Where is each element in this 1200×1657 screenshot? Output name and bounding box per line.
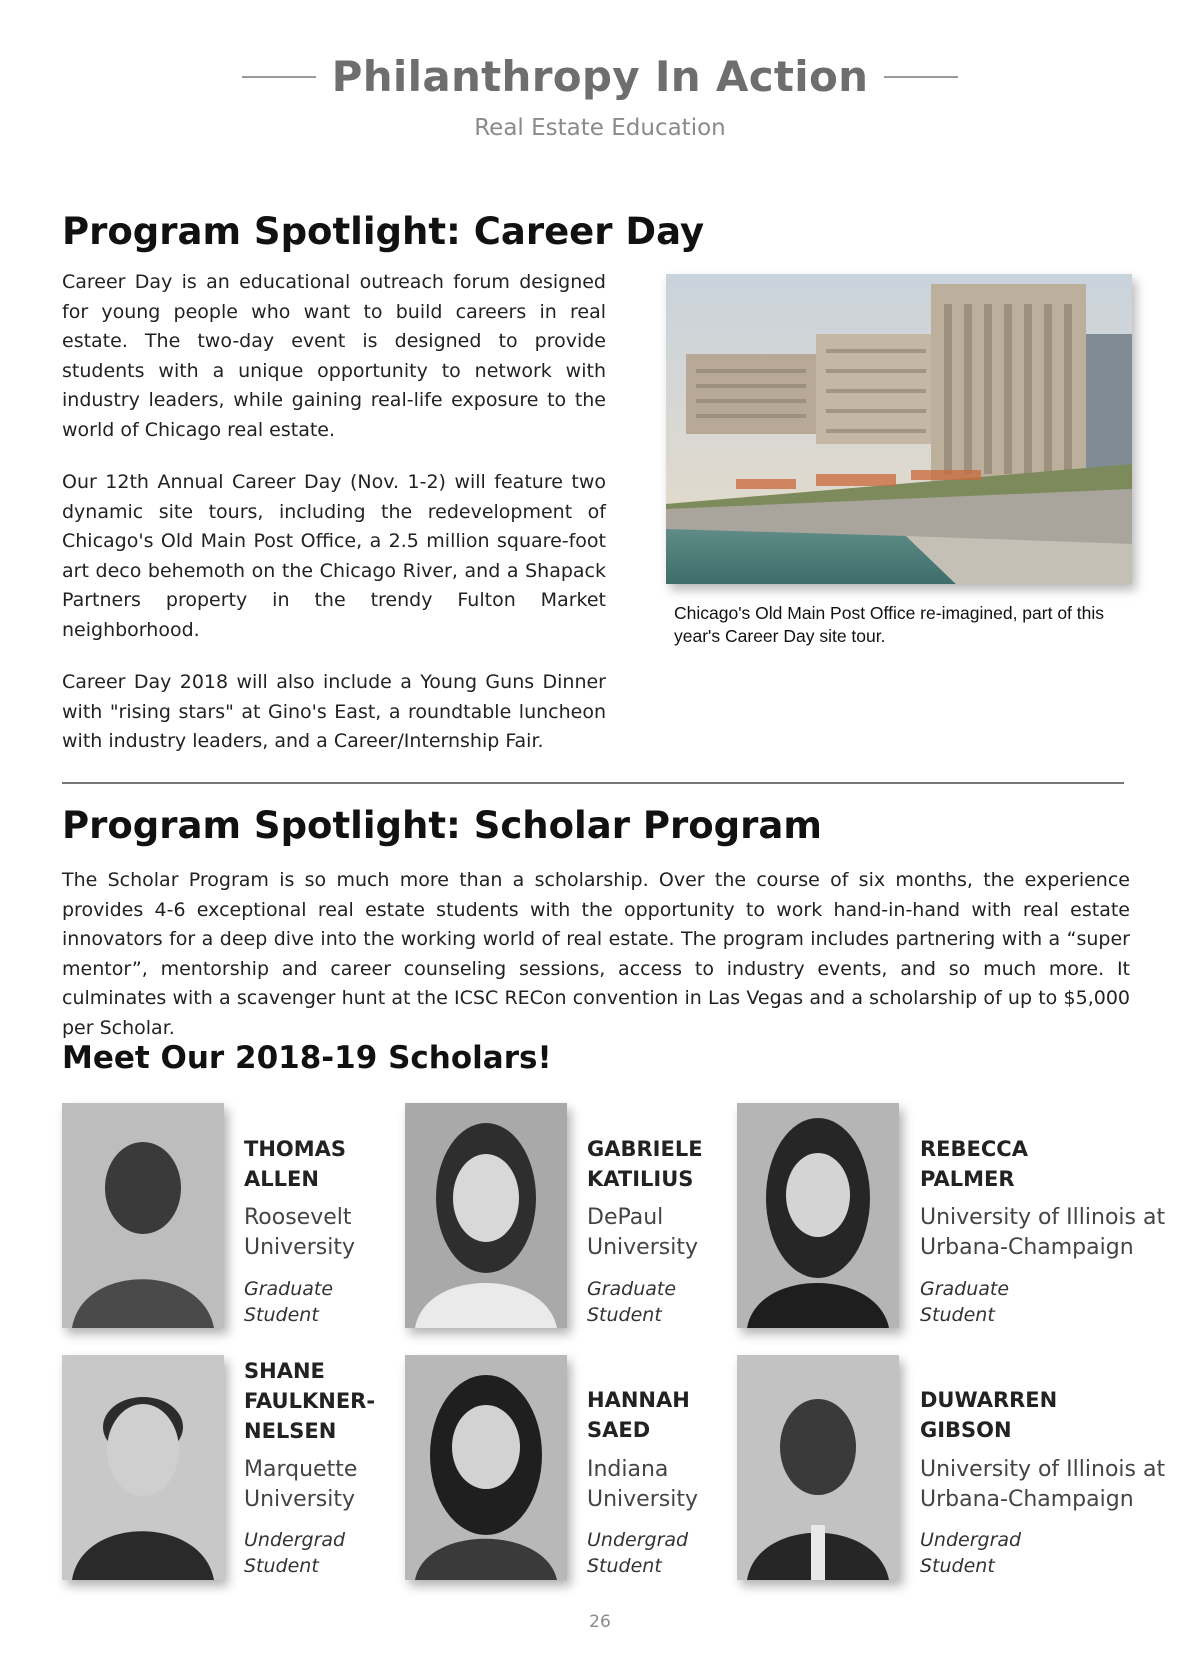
page-header [0, 52, 1200, 141]
career-day-heading: Program Spotlight: Career Day [62, 210, 705, 253]
scholar-name: REBECCA PALMER [920, 1137, 1028, 1191]
scholar-name: GABRIELE KATILIUS [587, 1137, 703, 1191]
photo-caption: Chicago's Old Main Post Office re-imagined, part of this year's Career Day site tour. [674, 603, 1105, 646]
scholar-portrait [405, 1355, 567, 1580]
career-day-paragraph-2: Our 12th Annual Career Day (Nov. 1-2) will feature two dynamic site tours, including the redevelopment of Chicago's Old Main Post Office, a 2.5 million square-foot art deco behemoth on the Chicago River, and a Shapack Partners property in the trendy Fulton Market neighborhood. [62, 471, 606, 641]
scholar-level: Graduate Student [244, 1278, 334, 1326]
scholar-program-paragraph: The Scholar Program is so much more than a scholarship. Over the course of six months, the experience provides 4-6 exceptional real estate students with the opportunity to work hand-in-hand with real estate innovators for a deep dive into the working world of real estate. The program includes partnering with a “super mentor”, mentorship and career counseling sessions, access to industry events, and so much more. It culminates with a scavenger hunt at the ICSC RECon convention in Las Vegas and a scholarship of up to $5,000 per Scholar. [62, 869, 1130, 1039]
scholar-level: Undergrad Student [587, 1529, 689, 1577]
scholar-portrait [62, 1355, 224, 1580]
scholar-school: Marquette University [244, 1457, 358, 1512]
portrait-silhouette-icon [737, 1103, 899, 1328]
header-rule-right [884, 76, 958, 78]
scholar-level: Graduate Student [920, 1278, 1010, 1326]
scholar-portrait [62, 1103, 224, 1328]
scholar-name: THOMAS ALLEN [244, 1137, 347, 1191]
scholar-name: HANNAH SAED [587, 1388, 690, 1442]
portrait-silhouette-icon [62, 1355, 224, 1580]
portrait-silhouette-icon [62, 1103, 224, 1328]
career-day-paragraph-1: Career Day is an educational outreach forum designed for young people who want to build careers in real estate. The two-day event is designed to provide students with a unique opportunity to network with industry leaders, while gaining real-life exposure to the world of Chicago real estate. [62, 271, 606, 441]
header-row [0, 52, 1200, 101]
page-title: Philanthropy In Action [331, 52, 869, 101]
scholar-level: Undergrad Student [920, 1529, 1022, 1577]
scholars-heading: Meet Our 2018-19 Scholars! [62, 1040, 552, 1076]
scholar-school: University of Illinois at Urbana-Champaign [920, 1457, 1166, 1512]
scholar-portrait [405, 1103, 567, 1328]
scholar-school: Roosevelt University [244, 1205, 355, 1260]
scholar-level: Graduate Student [587, 1278, 677, 1326]
scholar-school: University of Illinois at Urbana-Champaign [920, 1205, 1166, 1260]
page-number: 26 [589, 1612, 611, 1632]
header-rule-left [242, 76, 316, 78]
scholar-school: Indiana University [587, 1457, 698, 1512]
scholar-portrait [737, 1103, 899, 1328]
scholar-school: DePaul University [587, 1205, 698, 1260]
portrait-silhouette-icon [405, 1103, 567, 1328]
scholar-portrait [737, 1355, 899, 1580]
career-day-paragraph-3: Career Day 2018 will also include a Young Guns Dinner with "rising stars" at Gino's East, a roundtable luncheon with industry leaders, and a Career/Internship Fair. [62, 671, 606, 752]
post-office-illustration [666, 274, 1132, 584]
portrait-silhouette-icon [737, 1355, 899, 1580]
scholar-name: DUWARREN GIBSON [920, 1388, 1058, 1442]
scholar-program-heading: Program Spotlight: Scholar Program [62, 804, 822, 847]
page-subtitle: Real Estate Education [474, 115, 726, 141]
portrait-silhouette-icon [405, 1355, 567, 1580]
scholar-level: Undergrad Student [244, 1529, 346, 1577]
scholar-name: SHANE FAULKNER-NELSEN [244, 1359, 376, 1443]
post-office-photo [666, 274, 1132, 584]
section-divider [62, 782, 1124, 784]
